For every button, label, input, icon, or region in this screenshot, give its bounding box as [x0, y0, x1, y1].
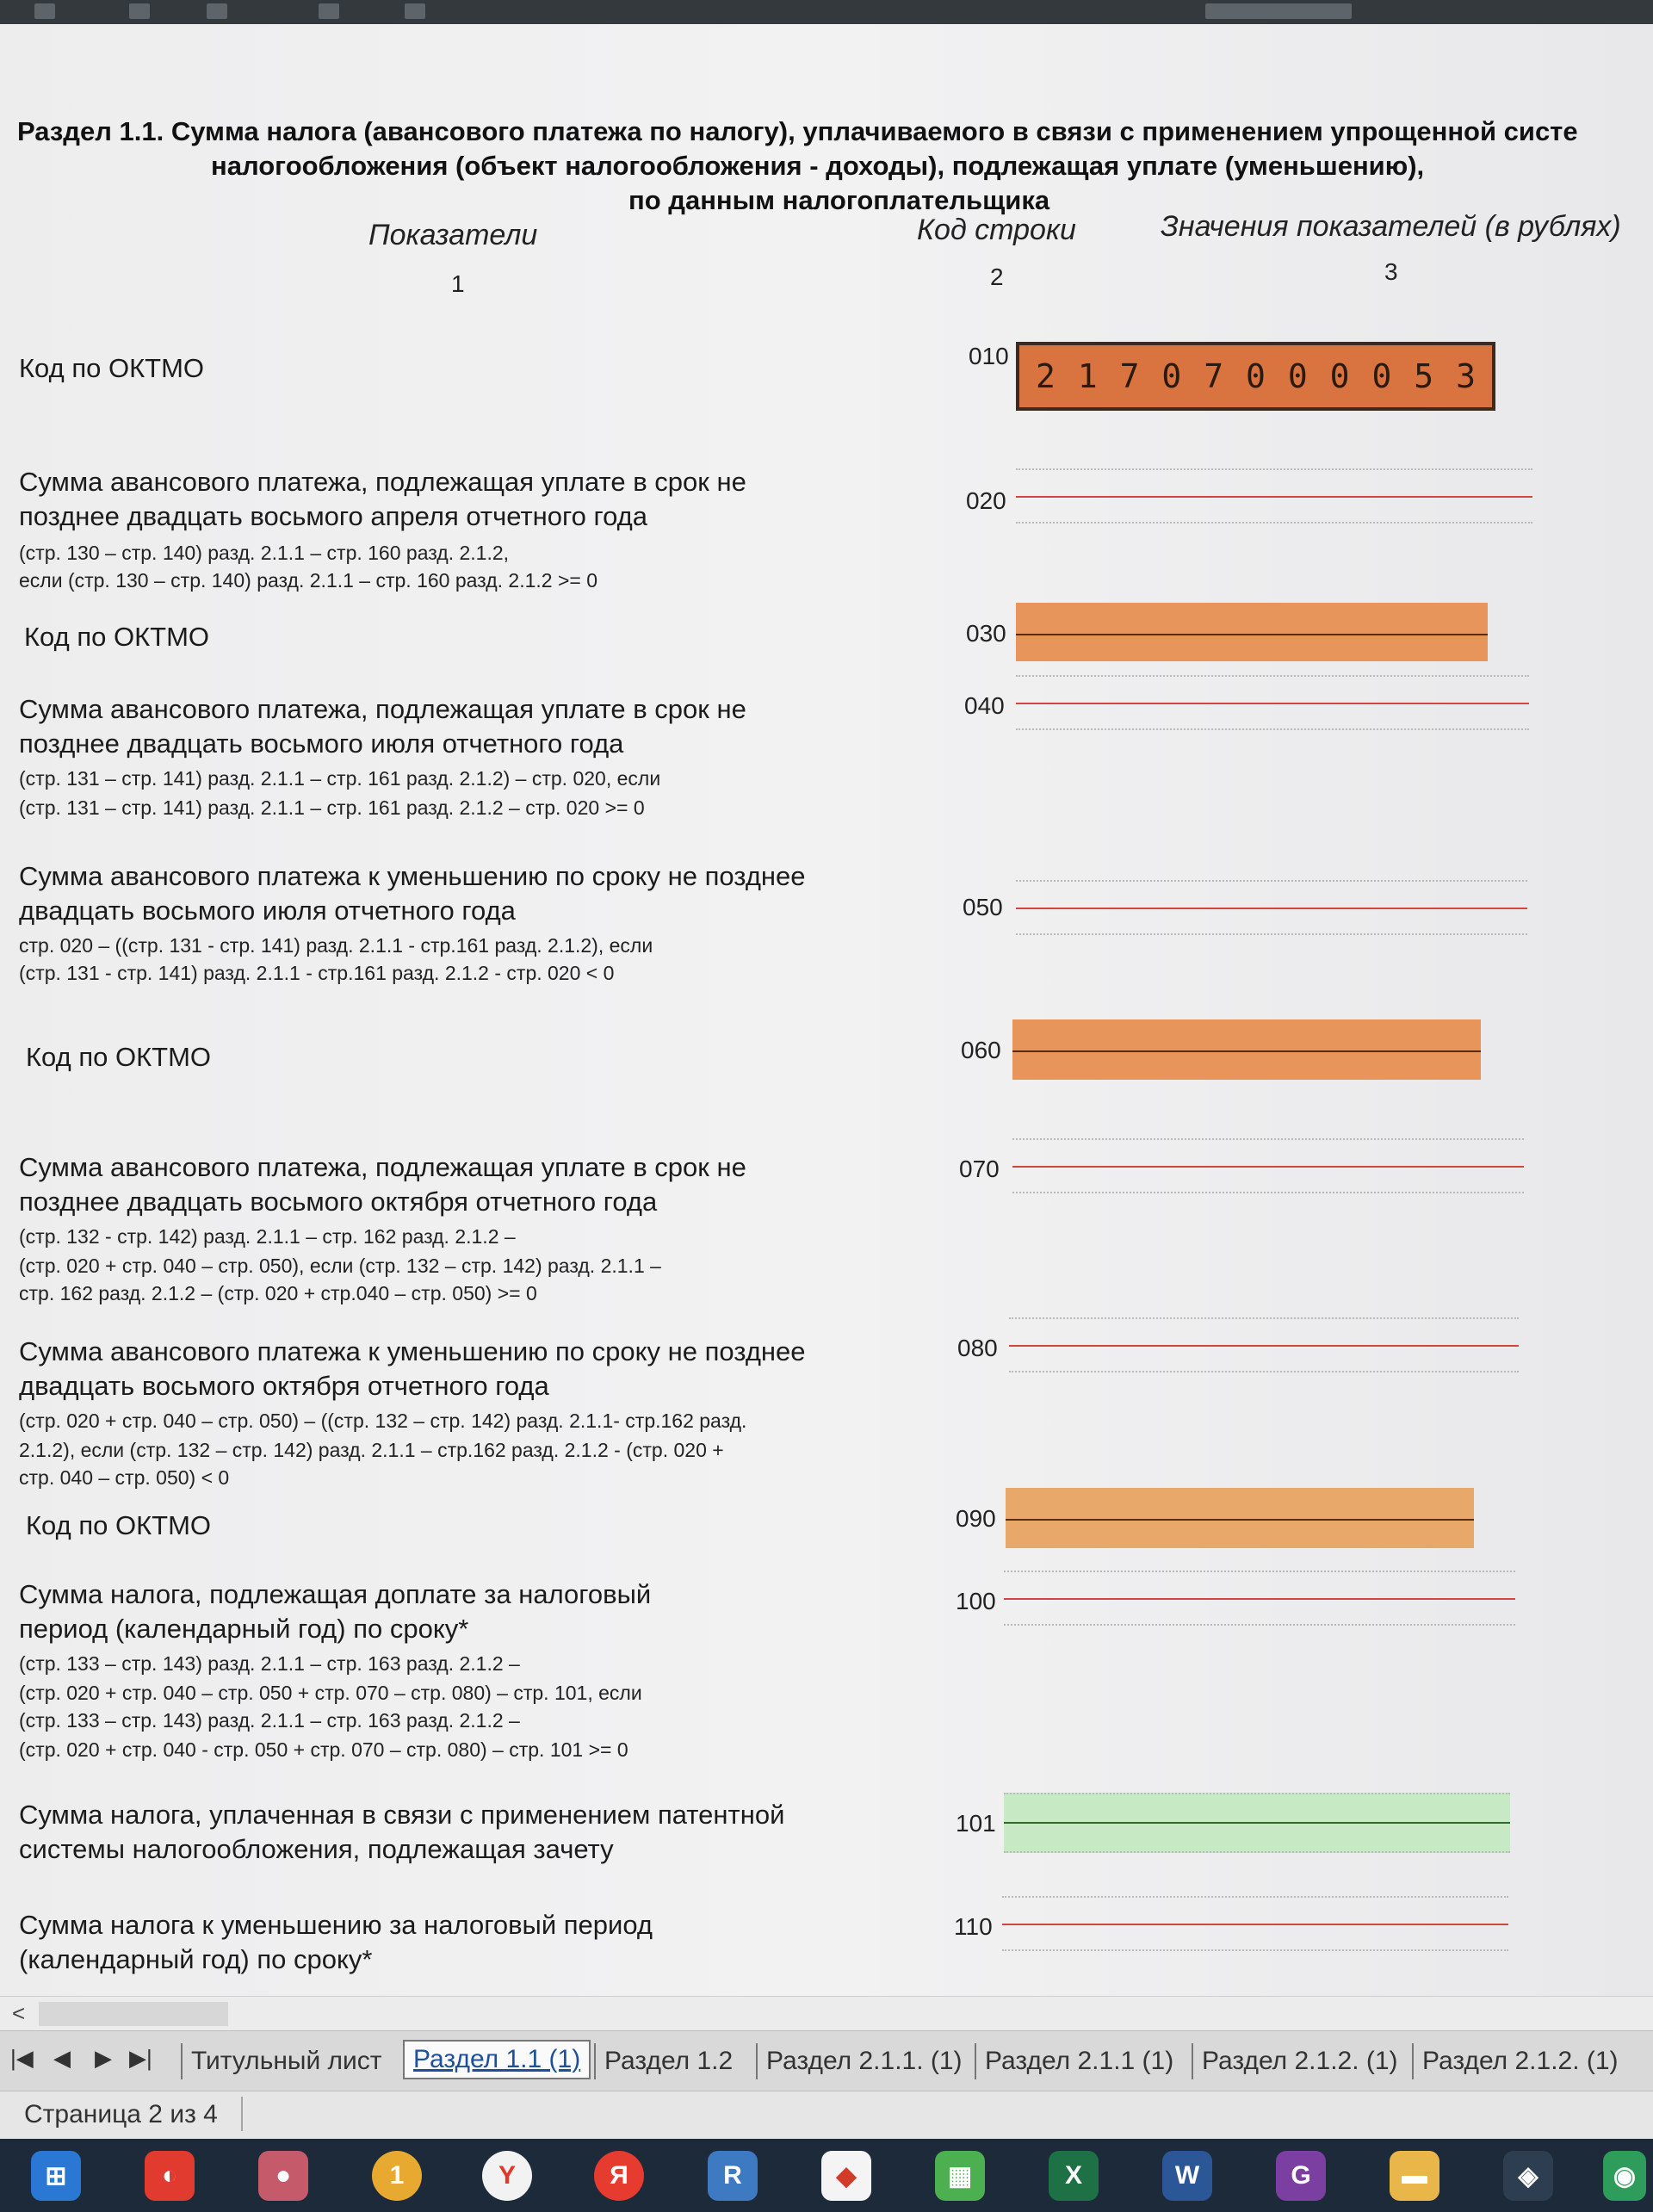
row-100-formula: (стр. 133 – стр. 143) разд. 2.1.1 – стр. 163 разд. 2.1.2 –	[19, 1652, 520, 1675]
row-010-label: Код по ОКТМО	[19, 353, 205, 383]
oktmo-030-field[interactable]	[1016, 603, 1488, 661]
tab-section-1-2[interactable]: Раздел 1.2	[594, 2043, 741, 2079]
row-020-label: позднее двадцать восьмого апреля отчетного года	[19, 501, 648, 531]
tab-section-1-1[interactable]: Раздел 1.1 (1)	[403, 2040, 591, 2079]
row-050-label: Сумма авансового платежа к уменьшению по сроку не позднее	[19, 861, 806, 891]
app-icon-3[interactable]: ◉	[1603, 2151, 1646, 2201]
row-080-input[interactable]	[1009, 1317, 1519, 1372]
column-number-1: 1	[451, 270, 465, 297]
row-040-label: позднее двадцать восьмого июля отчетного года	[19, 728, 624, 759]
windows-taskbar	[0, 2139, 1653, 2212]
row-030-code: 030	[966, 620, 1006, 647]
page-indicator: Страница 2 из 4	[24, 2100, 218, 2128]
windows-icon[interactable]: ⊞	[31, 2151, 81, 2201]
oktmo-digit: 1	[1077, 357, 1098, 395]
app-icon-2[interactable]: ◈	[1503, 2151, 1553, 2201]
row-101-code: 101	[956, 1810, 996, 1837]
row-110-code: 110	[954, 1913, 993, 1940]
first-sheet-icon[interactable]: |◀	[10, 2045, 34, 2071]
last-sheet-icon[interactable]: ▶|	[129, 2045, 152, 2071]
oktmo-digit: 3	[1456, 357, 1476, 395]
toolbar-field[interactable]	[1205, 3, 1352, 19]
toolbar-button[interactable]	[405, 3, 425, 19]
title-line2: налогообложения (объект налогообложения - доходы), подлежащая уплате (уменьшению),	[211, 151, 1425, 181]
row-040-code: 040	[964, 692, 1005, 719]
row-050-formula: (стр. 131 - стр. 141) разд. 2.1.1 - стр.161 разд. 2.1.2 - стр. 020 < 0	[19, 962, 615, 984]
column-header-values: Значения показателей (в рублях)	[1161, 210, 1621, 243]
tab-section-2-1-2-b[interactable]: Раздел 2.1.2. (1)	[1412, 2043, 1627, 2079]
status-divider	[241, 2097, 243, 2131]
row-020-formula: если (стр. 130 – стр. 140) разд. 2.1.1 – стр. 160 разд. 2.1.2 >= 0	[19, 569, 598, 592]
row-040-input[interactable]	[1016, 675, 1529, 730]
row-100-label: Сумма налога, подлежащая доплате за налоговый	[19, 1579, 652, 1609]
folder-icon[interactable]: ▬	[1390, 2151, 1439, 2201]
row-040-formula: (стр. 131 – стр. 141) разд. 2.1.1 – стр. 161 разд. 2.1.2 – стр. 020 >= 0	[19, 796, 645, 819]
antivirus-icon[interactable]: ◐	[145, 2151, 195, 2201]
row-070-code: 070	[959, 1156, 1000, 1182]
toolbar-button[interactable]	[129, 3, 150, 19]
oktmo-digit: 0	[1287, 357, 1308, 395]
yandex-browser-icon[interactable]: Y	[482, 2151, 532, 2201]
row-100-label: период (календарный год) по сроку*	[19, 1614, 469, 1644]
excel-icon[interactable]: X	[1049, 2151, 1099, 2201]
oktmo-digit: 7	[1204, 357, 1224, 395]
oktmo-090-field[interactable]	[1006, 1488, 1474, 1548]
row-080-label: Сумма авансового платежа к уменьшению по сроку не позднее	[19, 1336, 806, 1366]
tab-section-2-1-1-a[interactable]: Раздел 2.1.1. (1)	[756, 2043, 971, 2079]
row-070-label: позднее двадцать восьмого октября отчетного года	[19, 1187, 658, 1217]
toolbar-button[interactable]	[319, 3, 339, 19]
row-020-label: Сумма авансового платежа, подлежащая уплате в срок не	[19, 467, 746, 497]
row-070-input[interactable]	[1012, 1138, 1524, 1193]
oktmo-010-field[interactable]	[1016, 342, 1495, 411]
row-060-label: Код по ОКТМО	[26, 1042, 212, 1072]
tab-title-sheet[interactable]: Титульный лист	[181, 2043, 391, 2079]
column-number-2: 2	[990, 263, 1004, 290]
row-101-label: системы налогообложения, подлежащая зачету	[19, 1834, 614, 1864]
row-100-formula: (стр. 020 + стр. 040 – стр. 050 + стр. 070 – стр. 080) – стр. 101, если	[19, 1682, 642, 1704]
oktmo-digit: 5	[1414, 357, 1434, 395]
word-icon[interactable]: W	[1162, 2151, 1212, 2201]
row-090-label: Код по ОКТМО	[26, 1510, 212, 1540]
next-sheet-icon[interactable]: ▶	[95, 2045, 112, 2071]
row-080-code: 080	[957, 1335, 998, 1361]
column-header-code: Код строки	[917, 214, 1076, 246]
sheet-tabs-bar	[0, 2030, 1653, 2091]
oktmo-digit: 0	[1246, 357, 1266, 395]
row-020-code: 020	[966, 487, 1006, 514]
row-060-code: 060	[961, 1037, 1001, 1063]
oktmo-digit: 0	[1161, 357, 1182, 395]
row-070-formula: (стр. 020 + стр. 040 – стр. 050), если (стр. 132 – стр. 142) разд. 2.1.1 –	[19, 1255, 661, 1277]
pdf-icon[interactable]: G	[1276, 2151, 1326, 2201]
calculator-icon[interactable]: ▦	[935, 2151, 985, 2201]
row-110-label: (календарный год) по сроку*	[19, 1944, 373, 1974]
oktmo-digit: 0	[1371, 357, 1392, 395]
tab-section-2-1-2-a[interactable]: Раздел 2.1.2. (1)	[1192, 2043, 1407, 2079]
column-header-indicators: Показатели	[368, 219, 538, 251]
row-080-formula: 2.1.2), если (стр. 132 – стр. 142) разд. 2.1.1 – стр.162 разд. 2.1.2 - (стр. 020 +	[19, 1439, 724, 1461]
row-050-code: 050	[963, 894, 1003, 920]
horizontal-scrollbar[interactable]	[0, 1996, 1653, 2031]
oktmo-060-field[interactable]	[1012, 1019, 1481, 1080]
row-040-formula: (стр. 131 – стр. 141) разд. 2.1.1 – стр. 161 разд. 2.1.2) – стр. 020, если	[19, 767, 661, 790]
row-110-label: Сумма налога к уменьшению за налоговый период	[19, 1910, 653, 1940]
column-number-3: 3	[1384, 258, 1398, 285]
title-line3: по данным налогоплательщика	[628, 185, 1050, 215]
toolbar	[0, 0, 1653, 24]
row-050-input[interactable]	[1016, 880, 1527, 935]
row-010-code: 010	[969, 343, 1009, 369]
row-080-formula: стр. 040 – стр. 050) < 0	[19, 1466, 230, 1489]
row-030-label: Код по ОКТМО	[24, 622, 210, 652]
row-110-input[interactable]	[1002, 1896, 1508, 1951]
remote-icon[interactable]: R	[708, 2151, 758, 2201]
row-100-code: 100	[956, 1588, 996, 1614]
row-070-formula: стр. 162 разд. 2.1.2 – (стр. 020 + стр.040 – стр. 050) >= 0	[19, 1282, 537, 1304]
row-070-label: Сумма авансового платежа, подлежащая уплате в срок не	[19, 1152, 746, 1182]
oktmo-digit: 2	[1035, 357, 1056, 395]
oktmo-digit: 7	[1119, 357, 1140, 395]
app-icon[interactable]: ●	[258, 2151, 308, 2201]
tab-section-2-1-1-b[interactable]: Раздел 2.1.1 (1)	[975, 2043, 1182, 2079]
row-100-input[interactable]	[1004, 1571, 1515, 1626]
oktmo-digit: 0	[1329, 357, 1350, 395]
row-101-label: Сумма налога, уплаченная в связи с применением патентной	[19, 1800, 785, 1830]
row-070-formula: (стр. 132 - стр. 142) разд. 2.1.1 – стр. 162 разд. 2.1.2 –	[19, 1225, 516, 1248]
row-050-formula: стр. 020 – ((стр. 131 - стр. 141) разд. 2.1.1 - стр.161 разд. 2.1.2), если	[19, 934, 653, 957]
yandex-icon[interactable]: Я	[594, 2151, 644, 2201]
toolbar-button[interactable]	[207, 3, 227, 19]
title-line1: Раздел 1.1. Сумма налога (авансового платежа по налогу), уплачиваемого в связи с применением упрощенной систе	[17, 116, 1578, 146]
status-bar	[0, 2091, 1653, 2140]
row-080-label: двадцать восьмого октября отчетного года	[19, 1371, 549, 1401]
row-080-formula: (стр. 020 + стр. 040 – стр. 050) – ((стр. 132 – стр. 142) разд. 2.1.1- стр.162 разд.	[19, 1410, 747, 1432]
row-100-formula: (стр. 133 – стр. 143) разд. 2.1.1 – стр. 163 разд. 2.1.2 –	[19, 1709, 520, 1732]
scroll-left-icon[interactable]: <	[12, 2000, 26, 2026]
row-040-label: Сумма авансового платежа, подлежащая уплате в срок не	[19, 694, 746, 724]
tax-app-icon[interactable]: ◆	[821, 2151, 871, 2201]
row-101-input[interactable]	[1004, 1793, 1510, 1853]
row-050-label: двадцать восьмого июля отчетного года	[19, 895, 516, 926]
form-sheet	[0, 24, 1653, 2022]
row-100-formula: (стр. 020 + стр. 040 - стр. 050 + стр. 070 – стр. 080) – стр. 101 >= 0	[19, 1738, 628, 1761]
row-090-code: 090	[956, 1505, 996, 1532]
prev-sheet-icon[interactable]: ◀	[53, 2045, 71, 2071]
scrollbar-thumb[interactable]	[39, 2002, 228, 2026]
app-badge-icon[interactable]: 1	[372, 2151, 422, 2201]
toolbar-button[interactable]	[34, 3, 55, 19]
row-020-formula: (стр. 130 – стр. 140) разд. 2.1.1 – стр. 160 разд. 2.1.2,	[19, 542, 510, 564]
row-020-input[interactable]	[1016, 468, 1532, 524]
